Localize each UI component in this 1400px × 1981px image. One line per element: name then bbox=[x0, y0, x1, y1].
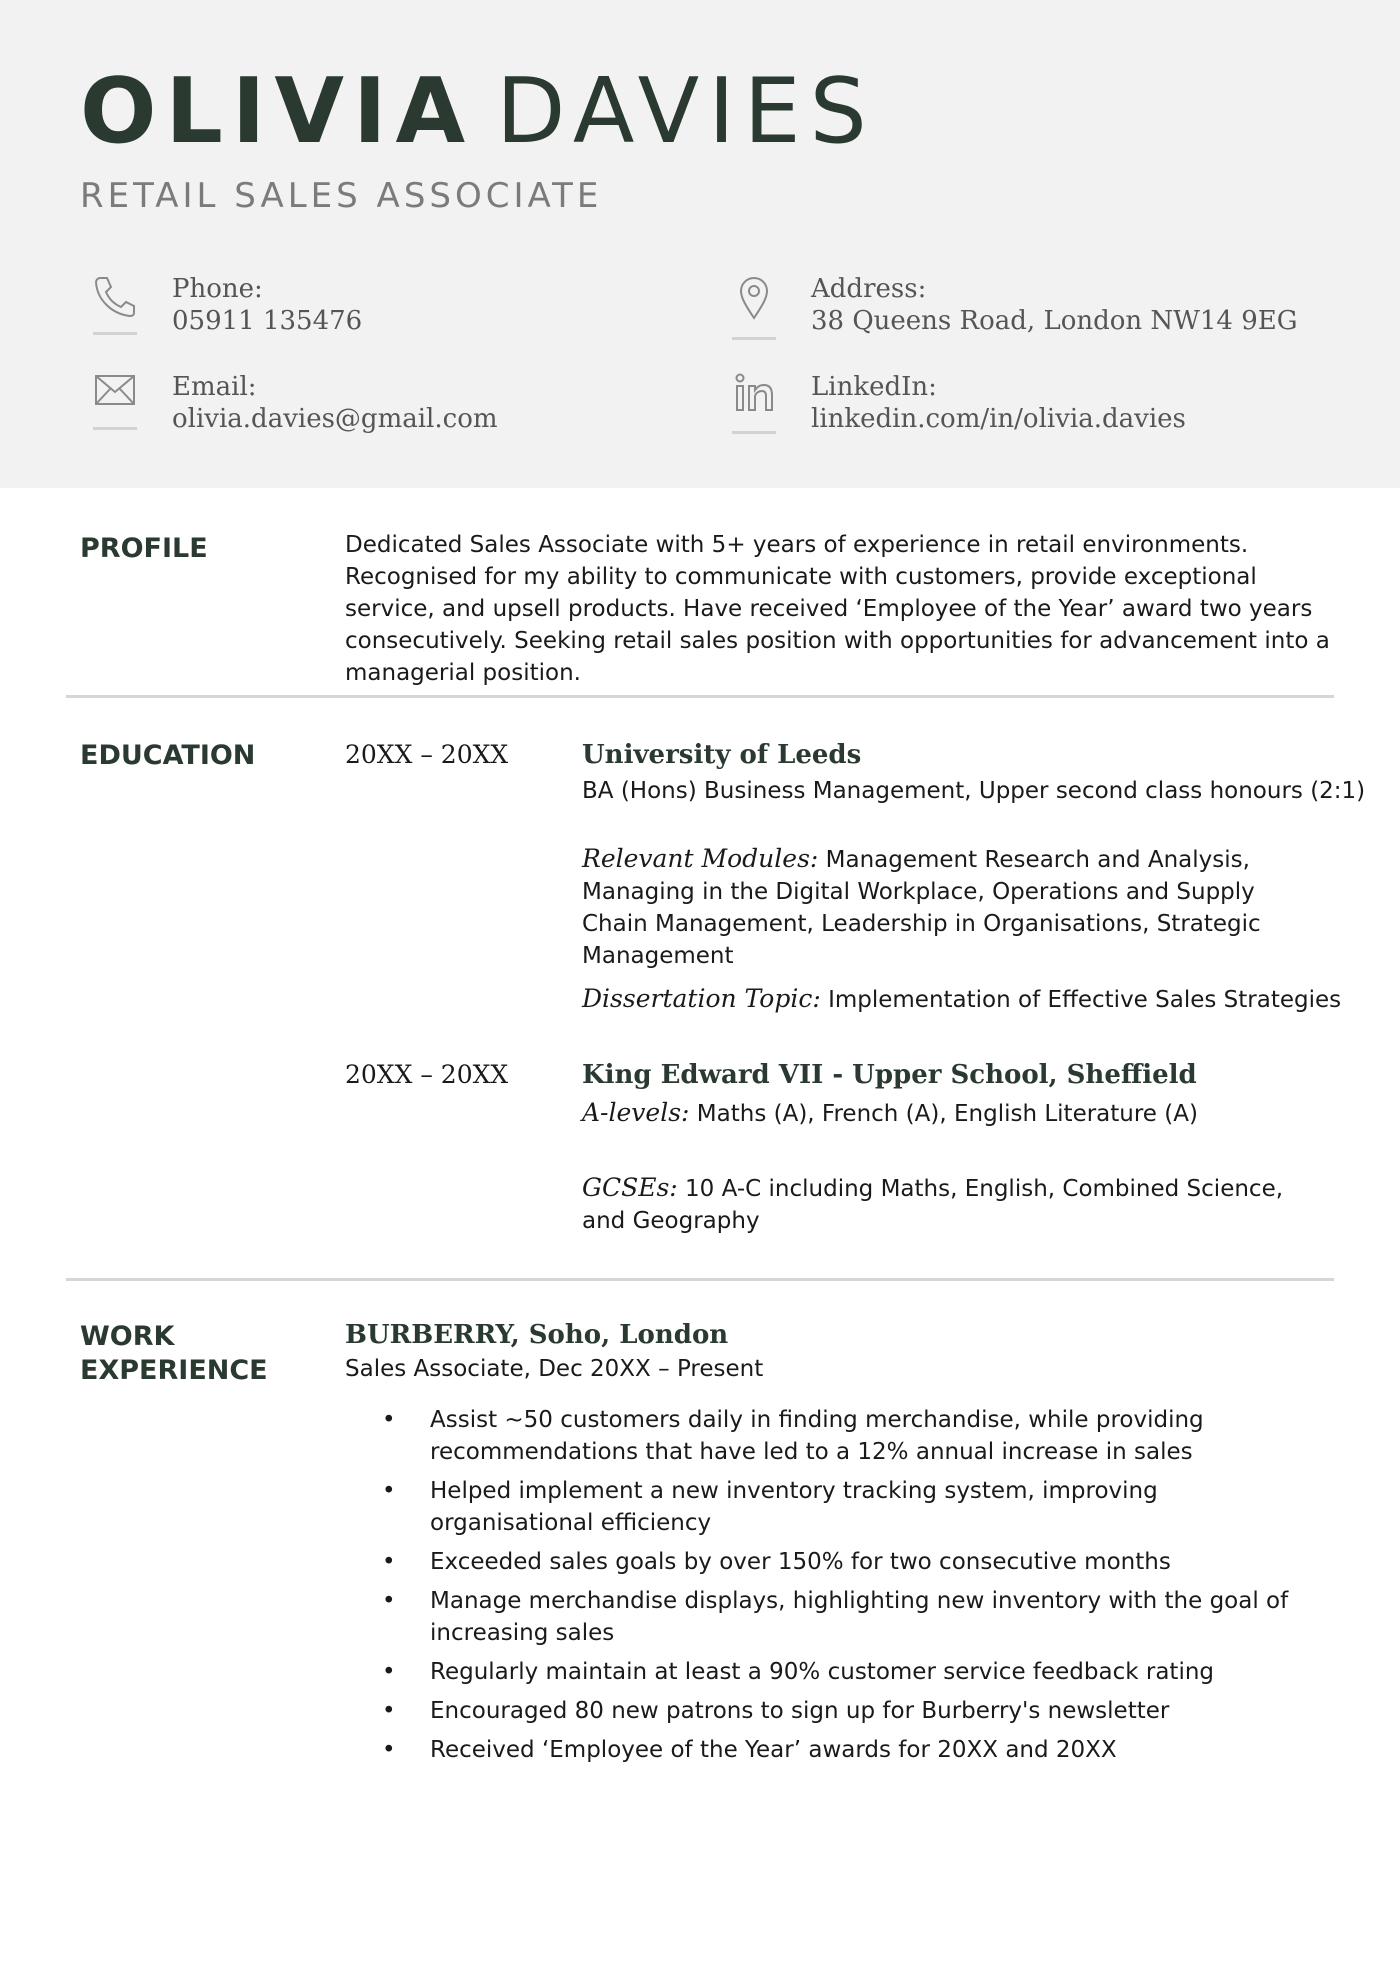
bullet-dot: • bbox=[382, 1588, 396, 1614]
work-title-line2: EXPERIENCE bbox=[80, 1355, 268, 1386]
bullet-dot: • bbox=[382, 1478, 396, 1504]
work-title bbox=[80, 1320, 268, 1388]
list-item bbox=[380, 1585, 1310, 1649]
first-name: OLIVIA bbox=[80, 59, 475, 164]
work-bullets bbox=[380, 1404, 1310, 1773]
linkedin-rule bbox=[732, 431, 776, 434]
bullet-dot: • bbox=[382, 1737, 396, 1763]
modules-label: Relevant Modules: bbox=[582, 844, 819, 873]
education-title: EDUCATION bbox=[80, 740, 256, 771]
dissertation-text: Implementation of Effective Sales Strategies bbox=[828, 987, 1342, 1013]
bullet-text: Exceeded sales goals by over 150% for two consecutive months bbox=[430, 1549, 1171, 1575]
education-degree-1: BA (Hons) Business Management, Upper second class honours (2:1) bbox=[582, 778, 1366, 804]
envelope-icon bbox=[86, 372, 144, 420]
education-modules bbox=[582, 843, 1327, 972]
phone-value[interactable]: 05911 135476 bbox=[172, 306, 363, 336]
bullet-dot: • bbox=[382, 1659, 396, 1685]
bullet-text: Manage merchandise displays, highlighting new inventory with the goal of increasing sales bbox=[430, 1588, 1289, 1646]
map-pin-icon bbox=[725, 274, 783, 322]
address-rule bbox=[732, 337, 776, 340]
bullet-text: Assist ~50 customers daily in finding merchandise, while providing recommendations that have led to a 12% annual increase in sales bbox=[430, 1407, 1204, 1465]
education-dates-1: 20XX – 20XX bbox=[345, 740, 509, 769]
email-value[interactable]: olivia.davies@gmail.com bbox=[172, 404, 498, 434]
phone-label: Phone: bbox=[172, 274, 263, 304]
address-label: Address: bbox=[811, 274, 927, 304]
gcses-label: GCSEs: bbox=[582, 1173, 678, 1202]
alevels-text: Maths (A), French (A), English Literature (A) bbox=[696, 1101, 1198, 1127]
linkedin-value[interactable]: linkedin.com/in/olivia.davies bbox=[811, 404, 1186, 434]
phone-icon bbox=[86, 274, 144, 322]
bullet-text: Helped implement a new inventory tracking system, improving organisational efficiency bbox=[430, 1478, 1158, 1536]
profile-text: Dedicated Sales Associate with 5+ years of experience in retail environments. Recognised for my ability to communicate with customers, provide exceptional service, and upsell products. Have received ‘Employee of the Year’ award two years consecutively. Seeking retail sales position with opportunities for advancement into a managerial position. bbox=[345, 532, 1330, 686]
bullet-text: Regularly maintain at least a 90% customer service feedback rating bbox=[430, 1659, 1215, 1685]
education-dissertation bbox=[582, 983, 1342, 1016]
alevels-label: A-levels: bbox=[582, 1098, 690, 1127]
job-title: RETAIL SALES ASSOCIATE bbox=[80, 176, 603, 216]
phone-rule bbox=[93, 332, 137, 335]
address-value[interactable]: 38 Queens Road, London NW14 9EG bbox=[811, 306, 1298, 336]
education-school-2: King Edward VII - Upper School, Sheffield bbox=[582, 1060, 1197, 1090]
education-alevels bbox=[582, 1097, 1332, 1130]
bullet-dot: • bbox=[382, 1407, 396, 1433]
list-item bbox=[380, 1656, 1310, 1688]
gcses-text: 10 A-C including Maths, English, Combined Science, and Geography bbox=[582, 1176, 1284, 1234]
work-role: Sales Associate, Dec 20XX – Present bbox=[345, 1356, 764, 1382]
work-employer: BURBERRY, Soho, London bbox=[345, 1320, 729, 1350]
education-gcses bbox=[582, 1172, 1327, 1237]
education-dates-2: 20XX – 20XX bbox=[345, 1060, 509, 1089]
email-rule bbox=[93, 427, 137, 430]
dissertation-label: Dissertation Topic: bbox=[582, 984, 821, 1013]
work-title-line1: WORK bbox=[80, 1321, 175, 1352]
linkedin-icon bbox=[725, 372, 783, 420]
section-divider bbox=[66, 695, 1334, 698]
last-name: DAVIES bbox=[496, 59, 876, 164]
profile-title: PROFILE bbox=[80, 533, 208, 564]
list-item bbox=[380, 1546, 1310, 1578]
list-item bbox=[380, 1404, 1310, 1468]
full-name bbox=[80, 59, 876, 164]
bullet-text: Received ‘Employee of the Year’ awards for 20XX and 20XX bbox=[430, 1737, 1117, 1763]
section-divider bbox=[66, 1278, 1334, 1281]
bullet-dot: • bbox=[382, 1698, 396, 1724]
list-item bbox=[380, 1475, 1310, 1539]
email-label: Email: bbox=[172, 372, 257, 402]
linkedin-label: LinkedIn: bbox=[811, 372, 937, 402]
list-item bbox=[380, 1695, 1310, 1727]
bullet-text: Encouraged 80 new patrons to sign up for Burberry's newsletter bbox=[430, 1698, 1170, 1724]
education-school-1: University of Leeds bbox=[582, 740, 862, 770]
bullet-dot: • bbox=[382, 1549, 396, 1575]
modules-text: Management Research and Analysis, Managing in the Digital Workplace, Operations and Supply Chain Management, Leadership in Organisations, Strategic Management bbox=[582, 847, 1261, 969]
list-item bbox=[380, 1734, 1310, 1766]
header-band bbox=[0, 0, 1400, 488]
